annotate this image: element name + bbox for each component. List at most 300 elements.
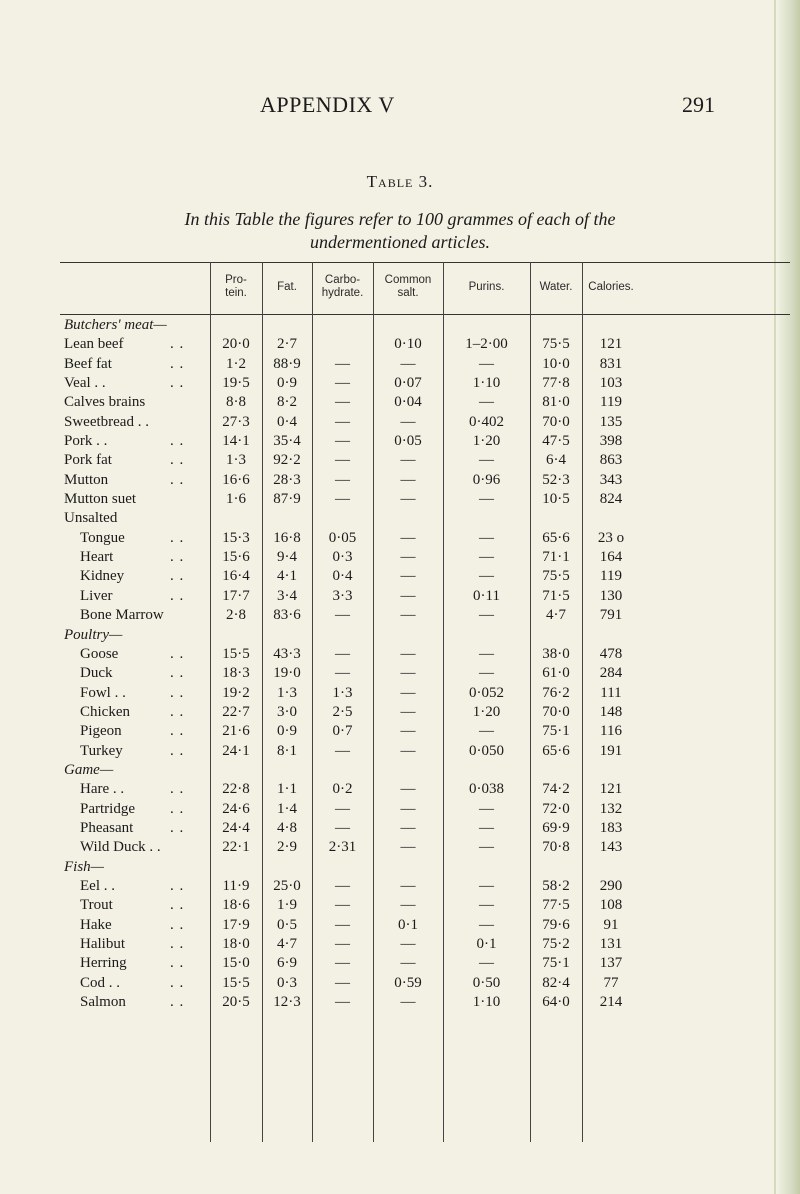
- cell-carbohydrate: 2·5: [332, 703, 353, 720]
- cell-fat: 43·3: [273, 645, 301, 662]
- cell-purins: —: [479, 955, 494, 972]
- row-label: Hare . .: [80, 781, 125, 798]
- row-label: Fowl . .: [80, 684, 126, 701]
- cell-fat: 4·1: [277, 568, 297, 585]
- cell-carbohydrate: —: [335, 665, 350, 682]
- cell-water: 47·5: [542, 433, 570, 450]
- cell-water: 4·7: [546, 607, 566, 624]
- cell-purins: 0·1: [476, 936, 497, 952]
- row-label: Pork fat: [64, 452, 112, 469]
- table-row: [60, 568, 790, 587]
- cell-protein: 24·6: [222, 800, 250, 817]
- cell-water: 82·4: [542, 974, 570, 991]
- cell-fat: 0·9: [277, 375, 297, 392]
- section-heading-row: [60, 317, 790, 336]
- cell-purins: —: [479, 877, 494, 894]
- cell-purins: —: [479, 665, 494, 682]
- table-row: [60, 472, 790, 491]
- cell-purins: —: [479, 529, 494, 546]
- table-row: [60, 685, 790, 704]
- cell-common-salt: —: [400, 877, 416, 894]
- cell-water: 75·1: [542, 723, 570, 740]
- cell-fat: 6·9: [277, 955, 297, 972]
- table-row: [60, 723, 790, 742]
- cell-calories: 831: [599, 355, 623, 372]
- column-header-common-salt: Common salt.: [384, 274, 432, 299]
- cell-common-salt: —: [400, 568, 416, 585]
- cell-protein: 20·0: [222, 336, 250, 353]
- cell-fat: 2·9: [277, 839, 297, 856]
- cell-fat: 3·0: [277, 703, 297, 720]
- caption-line-2: undermentioned articles.: [310, 232, 490, 252]
- row-label: Partridge: [80, 800, 135, 817]
- leader-dots: . .: [170, 452, 185, 469]
- cell-carbohydrate: —: [335, 877, 350, 894]
- cell-purins: —: [479, 819, 494, 836]
- cell-fat: 88·9: [273, 355, 301, 372]
- cell-common-salt: 0·59: [394, 974, 422, 991]
- cell-protein: 17·7: [222, 587, 250, 604]
- caption-line-1: In this Table the figures refer to 100 grammes of each of the: [184, 209, 616, 229]
- cell-common-salt: —: [400, 994, 416, 1011]
- table-row: [60, 646, 790, 665]
- row-label: Heart: [80, 549, 114, 566]
- header-title: APPENDIX V: [260, 92, 395, 117]
- cell-calories: 164: [599, 549, 623, 566]
- cell-common-salt: —: [400, 471, 416, 488]
- cell-water: 10·5: [542, 491, 570, 508]
- cell-common-salt: —: [400, 703, 416, 720]
- cell-common-salt: 0·10: [394, 336, 422, 353]
- cell-calories: 137: [599, 955, 623, 972]
- cell-fat: 0·5: [277, 916, 297, 933]
- cell-protein: 18·0: [222, 936, 250, 952]
- leader-dots: . .: [170, 336, 185, 353]
- cell-calories: 791: [599, 607, 623, 624]
- cell-calories: 108: [599, 897, 623, 914]
- cell-common-salt: —: [400, 491, 416, 508]
- cell-water: 70·0: [542, 703, 570, 720]
- cell-water: 65·6: [542, 529, 570, 546]
- cell-carbohydrate: —: [335, 375, 350, 392]
- cell-calories: 148: [599, 703, 623, 720]
- cell-common-salt: —: [400, 355, 416, 372]
- leader-dots: . .: [170, 955, 185, 972]
- row-label: Duck: [80, 665, 113, 682]
- cell-carbohydrate: —: [335, 819, 350, 836]
- table-row: [60, 433, 790, 452]
- cell-purins: 0·050: [469, 742, 504, 759]
- leader-dots: . .: [170, 684, 185, 701]
- leader-dots: . .: [170, 781, 185, 798]
- header-bottom-rule: [60, 314, 790, 315]
- table-row: [60, 588, 790, 607]
- cell-water: 75·5: [542, 336, 570, 353]
- row-label: Mutton: [64, 471, 109, 488]
- cell-common-salt: —: [400, 781, 416, 798]
- cell-common-salt: —: [400, 897, 416, 914]
- cell-protein: 22·8: [222, 781, 250, 798]
- cell-common-salt: —: [400, 587, 416, 604]
- cell-calories: 290: [599, 877, 623, 894]
- row-label: Pheasant: [80, 819, 134, 836]
- cell-carbohydrate: —: [335, 916, 350, 933]
- row-label: Fish—: [64, 858, 105, 875]
- cell-carbohydrate: —: [335, 355, 350, 372]
- cell-purins: 0·11: [473, 587, 500, 604]
- cell-purins: —: [479, 607, 494, 624]
- leader-dots: . .: [170, 742, 185, 759]
- cell-carbohydrate: —: [335, 413, 350, 430]
- leader-dots: . .: [170, 549, 185, 566]
- cell-purins: —: [479, 897, 494, 914]
- cell-carbohydrate: 0·3: [332, 549, 353, 566]
- cell-calories: 116: [600, 723, 622, 740]
- leader-dots: . .: [170, 994, 185, 1011]
- row-label: Butchers' meat—: [64, 317, 167, 333]
- cell-purins: 0·038: [469, 781, 504, 798]
- cell-common-salt: —: [400, 645, 416, 662]
- row-label: Beef fat: [64, 355, 112, 372]
- cell-calories: 135: [599, 413, 623, 430]
- cell-carbohydrate: —: [335, 645, 350, 662]
- cell-carbohydrate: —: [335, 974, 350, 991]
- cell-calories: 214: [599, 994, 623, 1011]
- leader-dots: . .: [170, 703, 185, 720]
- cell-calories: 398: [599, 433, 623, 450]
- cell-water: 58·2: [542, 877, 570, 894]
- cell-protein: 11·9: [222, 877, 250, 894]
- cell-common-salt: 0·04: [394, 394, 422, 411]
- cell-common-salt: 0·07: [394, 375, 422, 392]
- cell-fat: 0·3: [277, 974, 297, 991]
- row-label: Lean beef: [64, 336, 124, 353]
- cell-water: 52·3: [542, 471, 570, 488]
- cell-protein: 2·8: [226, 607, 246, 624]
- cell-fat: 19·0: [273, 665, 301, 682]
- cell-carbohydrate: 3·3: [332, 587, 353, 604]
- cell-protein: 24·1: [222, 742, 250, 759]
- table-row: [60, 781, 790, 800]
- cell-water: 6·4: [546, 452, 566, 469]
- cell-common-salt: —: [400, 936, 416, 952]
- cell-calories: 343: [599, 471, 623, 488]
- table-row: [60, 336, 790, 355]
- cell-protein: 18·3: [222, 665, 250, 682]
- cell-protein: 15·5: [222, 645, 250, 662]
- cell-calories: 131: [599, 936, 623, 952]
- leader-dots: . .: [170, 568, 185, 585]
- leader-dots: . .: [170, 819, 185, 836]
- cell-water: 69·9: [542, 819, 570, 836]
- cell-common-salt: —: [400, 819, 416, 836]
- leader-dots: . .: [170, 355, 185, 372]
- cell-common-salt: 0·05: [394, 433, 422, 450]
- cell-carbohydrate: 1·3: [332, 684, 353, 701]
- cell-common-salt: —: [400, 742, 416, 759]
- cell-water: 77·8: [542, 375, 570, 392]
- table-row: [60, 414, 790, 433]
- cell-carbohydrate: —: [335, 433, 350, 450]
- cell-protein: 1·3: [226, 452, 246, 469]
- cell-common-salt: 0·1: [398, 916, 418, 933]
- leader-dots: . .: [170, 723, 185, 740]
- cell-protein: 14·1: [222, 433, 250, 450]
- row-label: Herring: [80, 955, 127, 972]
- cell-purins: 1·10: [472, 375, 501, 392]
- cell-protein: 17·9: [222, 916, 250, 933]
- cell-fat: 25·0: [273, 877, 301, 894]
- cell-carbohydrate: —: [335, 955, 350, 972]
- table-row: [60, 491, 790, 510]
- cell-calories: 121: [599, 781, 623, 798]
- leader-dots: . .: [170, 471, 185, 488]
- leader-dots: . .: [170, 375, 185, 392]
- row-label: Bone Marrow: [80, 607, 164, 624]
- nutrition-table: [60, 262, 790, 1142]
- cell-calories: 824: [599, 491, 623, 508]
- cell-protein: 22·1: [222, 839, 250, 856]
- cell-common-salt: —: [400, 529, 416, 546]
- leader-dots: . .: [170, 587, 185, 604]
- cell-water: 71·5: [542, 587, 570, 604]
- leader-dots: . .: [170, 529, 185, 546]
- cell-water: 74·2: [542, 781, 570, 798]
- table-row: [60, 375, 790, 394]
- cell-water: 75·2: [542, 936, 570, 952]
- row-label: Salmon: [80, 994, 126, 1011]
- cell-purins: —: [479, 452, 494, 469]
- cell-carbohydrate: —: [335, 491, 350, 508]
- cell-calories: 91: [603, 916, 619, 933]
- cell-carbohydrate: —: [335, 452, 350, 469]
- section-heading-row: [60, 859, 790, 878]
- cell-purins: —: [479, 568, 494, 585]
- cell-fat: 0·9: [277, 723, 297, 740]
- table-row: [60, 743, 790, 762]
- table-title: Table 3.: [366, 172, 434, 191]
- cell-carbohydrate: —: [335, 897, 350, 914]
- row-label: Tongue: [80, 529, 125, 546]
- cell-calories: 121: [599, 336, 623, 353]
- leader-dots: . .: [170, 433, 185, 450]
- cell-fat: 1·1: [277, 781, 297, 798]
- cell-water: 75·1: [542, 955, 570, 972]
- cell-calories: 130: [599, 587, 623, 604]
- table-row: [60, 394, 790, 413]
- cell-calories: 183: [599, 819, 623, 836]
- cell-protein: 19·2: [222, 684, 250, 701]
- cell-water: 61·0: [542, 665, 570, 682]
- table-row: [60, 665, 790, 684]
- cell-purins: —: [479, 723, 494, 740]
- table-row: [60, 530, 790, 549]
- table-row: [60, 356, 790, 375]
- cell-water: 70·0: [542, 413, 570, 430]
- cell-calories: 191: [599, 742, 623, 759]
- cell-calories: 103: [599, 375, 623, 392]
- cell-calories: 132: [599, 800, 623, 817]
- cell-protein: 16·4: [222, 568, 250, 585]
- cell-purins: 0·50: [472, 974, 501, 991]
- cell-protein: 1·2: [226, 355, 246, 372]
- cell-protein: 15·5: [222, 974, 250, 991]
- cell-fat: 1·4: [277, 800, 297, 817]
- cell-water: 71·1: [542, 549, 570, 566]
- cell-purins: —: [479, 839, 494, 856]
- cell-protein: 15·3: [222, 529, 250, 546]
- leader-dots: . .: [170, 665, 185, 682]
- cell-protein: 19·5: [222, 375, 250, 392]
- cell-protein: 16·6: [222, 471, 250, 488]
- table-row: [60, 510, 790, 529]
- cell-calories: 119: [600, 394, 622, 411]
- page-number: 291: [682, 92, 715, 117]
- cell-fat: 4·8: [277, 819, 297, 836]
- leader-dots: . .: [170, 936, 185, 952]
- running-header: [0, 92, 800, 122]
- leader-dots: . .: [170, 974, 185, 991]
- cell-fat: 92·2: [273, 452, 301, 469]
- cell-purins: 0·052: [469, 684, 504, 701]
- cell-purins: —: [479, 491, 494, 508]
- row-label: Poultry—: [64, 626, 123, 643]
- section-heading-row: [60, 762, 790, 781]
- column-header-water: Water.: [539, 280, 573, 293]
- cell-carbohydrate: —: [335, 936, 350, 952]
- cell-protein: 27·3: [222, 413, 250, 430]
- cell-purins: 1–2·00: [465, 336, 508, 353]
- column-header-purins: Purins.: [468, 280, 505, 293]
- cell-carbohydrate: —: [335, 607, 350, 624]
- cell-water: 64·0: [542, 994, 570, 1011]
- cell-common-salt: —: [400, 955, 416, 972]
- cell-fat: 16·8: [273, 529, 301, 546]
- cell-purins: 0·96: [472, 471, 501, 488]
- table-row: [60, 936, 790, 955]
- cell-fat: 1·3: [277, 684, 297, 701]
- cell-calories: 23 o: [597, 529, 625, 546]
- cell-fat: 12·3: [273, 994, 301, 1011]
- table-row: [60, 801, 790, 820]
- table-caption: [0, 208, 800, 254]
- cell-common-salt: —: [400, 839, 416, 856]
- cell-carbohydrate: —: [335, 394, 350, 411]
- row-label: Unsalted: [64, 510, 118, 527]
- cell-calories: 478: [599, 645, 623, 662]
- row-label: Sweetbread . .: [64, 413, 149, 430]
- column-header-fat: Fat.: [277, 280, 297, 293]
- cell-fat: 0·4: [277, 413, 297, 430]
- cell-water: 79·6: [542, 916, 570, 933]
- cell-protein: 15·0: [222, 955, 250, 972]
- cell-protein: 15·6: [222, 549, 250, 566]
- cell-fat: 8·1: [277, 742, 297, 759]
- cell-carbohydrate: 2·31: [328, 839, 357, 856]
- cell-common-salt: —: [400, 800, 416, 817]
- cell-carbohydrate: —: [335, 994, 350, 1011]
- table-row: [60, 820, 790, 839]
- row-label: Veal . .: [64, 375, 106, 392]
- cell-purins: —: [479, 355, 494, 372]
- cell-fat: 2·7: [277, 336, 297, 353]
- column-header-calories: Calories.: [588, 280, 634, 293]
- cell-water: 38·0: [542, 645, 570, 662]
- cell-purins: 0·402: [469, 413, 504, 430]
- cell-protein: 22·7: [222, 703, 250, 720]
- row-label: Pork . .: [64, 433, 108, 450]
- row-label: Turkey: [80, 742, 123, 759]
- cell-common-salt: —: [400, 665, 416, 682]
- cell-calories: 143: [599, 839, 623, 856]
- row-label: Calves brains: [64, 394, 146, 411]
- cell-protein: 20·5: [222, 994, 250, 1011]
- cell-water: 10·0: [542, 355, 570, 372]
- column-header-carbohydrate: Carbo- hydrate.: [321, 274, 364, 299]
- cell-purins: —: [479, 800, 494, 817]
- table-row: [60, 878, 790, 897]
- table-row: [60, 452, 790, 471]
- table-row: [60, 549, 790, 568]
- cell-purins: 1·20: [472, 433, 501, 450]
- cell-fat: 8·2: [277, 394, 297, 411]
- cell-common-salt: —: [400, 607, 416, 624]
- row-label: Eel . .: [80, 877, 115, 894]
- cell-carbohydrate: —: [335, 800, 350, 817]
- row-label: Chicken: [80, 703, 130, 720]
- table-row: [60, 839, 790, 858]
- section-heading-row: [60, 627, 790, 646]
- cell-common-salt: —: [400, 723, 416, 740]
- table-row: [60, 975, 790, 994]
- table-row: [60, 917, 790, 936]
- cell-carbohydrate: 0·05: [328, 529, 357, 546]
- cell-protein: 21·6: [222, 723, 250, 740]
- cell-calories: 119: [600, 568, 622, 585]
- leader-dots: . .: [170, 645, 185, 662]
- table-row: [60, 704, 790, 723]
- cell-carbohydrate: —: [335, 471, 350, 488]
- table-row: [60, 607, 790, 626]
- cell-fat: 35·4: [273, 433, 301, 450]
- cell-common-salt: —: [400, 452, 416, 469]
- cell-protein: 18·6: [222, 897, 250, 914]
- leader-dots: . .: [170, 877, 185, 894]
- cell-calories: 111: [600, 684, 622, 701]
- table-row: [60, 955, 790, 974]
- row-label: Kidney: [80, 568, 125, 585]
- row-label: Trout: [80, 897, 113, 914]
- cell-carbohydrate: 0·2: [332, 781, 353, 798]
- row-label: Game—: [64, 761, 114, 778]
- cell-water: 65·6: [542, 742, 570, 759]
- cell-purins: 1·10: [472, 994, 501, 1011]
- row-label: Hake: [80, 916, 112, 933]
- cell-protein: 24·4: [222, 819, 250, 836]
- cell-protein: 1·6: [226, 491, 246, 508]
- cell-water: 72·0: [542, 800, 570, 817]
- leader-dots: . .: [170, 916, 185, 933]
- cell-purins: 1·20: [472, 703, 501, 720]
- cell-purins: —: [479, 394, 494, 411]
- cell-calories: 284: [599, 665, 623, 682]
- cell-common-salt: —: [400, 684, 416, 701]
- row-label: Wild Duck . .: [80, 839, 161, 856]
- table-row: [60, 897, 790, 916]
- cell-water: 81·0: [542, 394, 570, 411]
- row-label: Mutton suet: [64, 491, 137, 508]
- cell-fat: 1·9: [277, 897, 297, 914]
